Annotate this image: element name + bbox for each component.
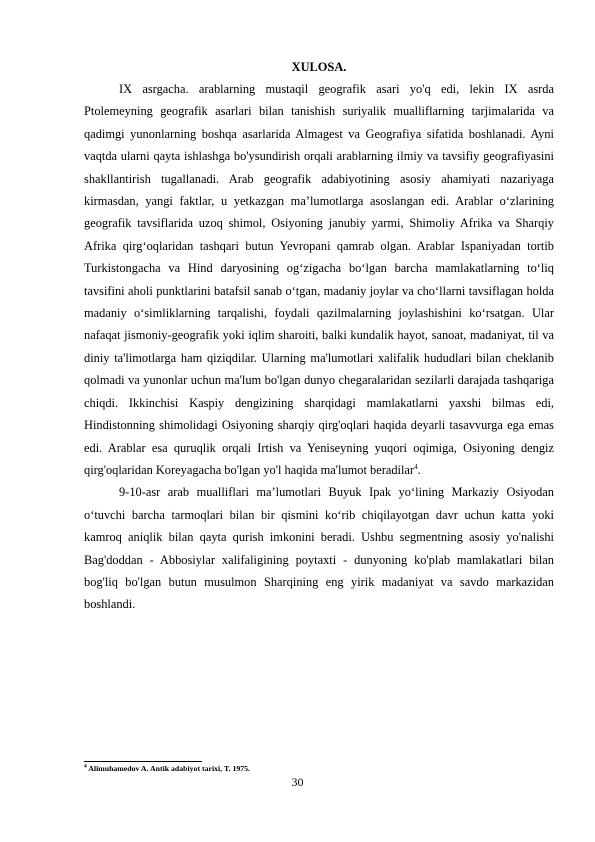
paragraph-1-text: IX asrgacha. arablarning mustaqil geografik asari yo'q edi, lekin IX asrda Ptolemeyning geografik asarlari bilan tanishish suriyalik mualliflarning tarjimalarida va qadimgi yunonlarning boshqa asarlarida Almagest va Geografiya sifatida boshlanadi. Ayni vaqtda ularni qayta ishlashga bo'ysundirish orqali arablarning ilmiy va tavsifiy geografiyasini shakllantirish tugallanadi. Arab geografik adabiyotining asosiy ahamiyati nazariyaga kirmasdan, yangi faktlar, u yetkazgan maʼlumotlarga asoslangan edi. Arablar oʻzlarining geografik tavsiflarida uzoq shimol, Osiyoning janubiy yarmi, Shimoliy Afrika va Sharqiy Afrika qirgʻoqlaridan tashqari butun Yevropani qamrab olgan. Arablar Ispaniyadan tortib Turkistongacha va Hind daryosining ogʻzigacha boʻlgan barcha mamlakatlarning toʻliq tavsifini aholi punktlarini batafsil sanab oʻtgan, madaniy joylar va choʻllarni tavsiflagan holda madaniy oʻsimliklarning tarqalishi, foydali qazilmalarning joylashishini koʻrsatgan. Ular nafaqat jismoniy-geografik yoki iqlim sharoiti, balki kundalik hayot, sanoat, madaniyat, til va diniy ta'limotlarga ham qiziqdilar. Ularning ma'lumotlari xalifalik hududlari bilan cheklanib qolmadi va yunonlar uchun ma'lum bo'lgan dunyo chegaralaridan sezilarli darajada tashqariga chiqdi. Ikkinchisi Kaspiy dengizining sharqidagi mamlakatlarni yaxshi bilmas edi, Hindistonning shimolidagi Osiyoning sharqiy qirg'oqlari haqida deyarli tasavvurga ega emas edi. Arablar esa quruqlik orqali Irtish va Yeniseyning yuqori oqimiga, Osiyoning dengiz qirg'oqlaridan Koreyagacha bo'lgan yo'l haqida ma'lumot beradilar bbox=[84, 82, 554, 477]
paragraph-1-end: . bbox=[417, 462, 421, 477]
paragraph-2: 9-10-asr arab mualliflari maʼlumotlari Buyuk Ipak yoʻlining Markaziy Osiyodan oʻtuvchi barcha tarmoqlari bilan bir qismini koʻrib chiqilayotgan davr uchun katta yoki kamroq aniqlik bilan qayta qurish imkonini beradi. Ushbu segmentning asosiy yo'nalishi Bag'doddan - Abbosiylar xalifaligining poytaxti - dunyoning ko'plab mamlakatlari bilan bog'liq bo'lgan butun musulmon Sharqining eng yirik madaniyat va savdo markazidan boshlandi. bbox=[84, 485, 554, 612]
footnote-text: Alimuhamedov A. Antik adabiyot tarixi, T. 1975. bbox=[86, 764, 251, 773]
footnote-divider bbox=[84, 761, 202, 762]
footnote bbox=[84, 764, 554, 774]
footnote-number: 4 bbox=[84, 763, 87, 770]
main-text bbox=[84, 56, 554, 616]
page-number: 30 bbox=[291, 775, 304, 789]
paragraph-1 bbox=[84, 78, 554, 481]
footnote-reference[interactable]: 4 bbox=[414, 462, 418, 471]
page-title: XULOSA. bbox=[291, 60, 347, 74]
